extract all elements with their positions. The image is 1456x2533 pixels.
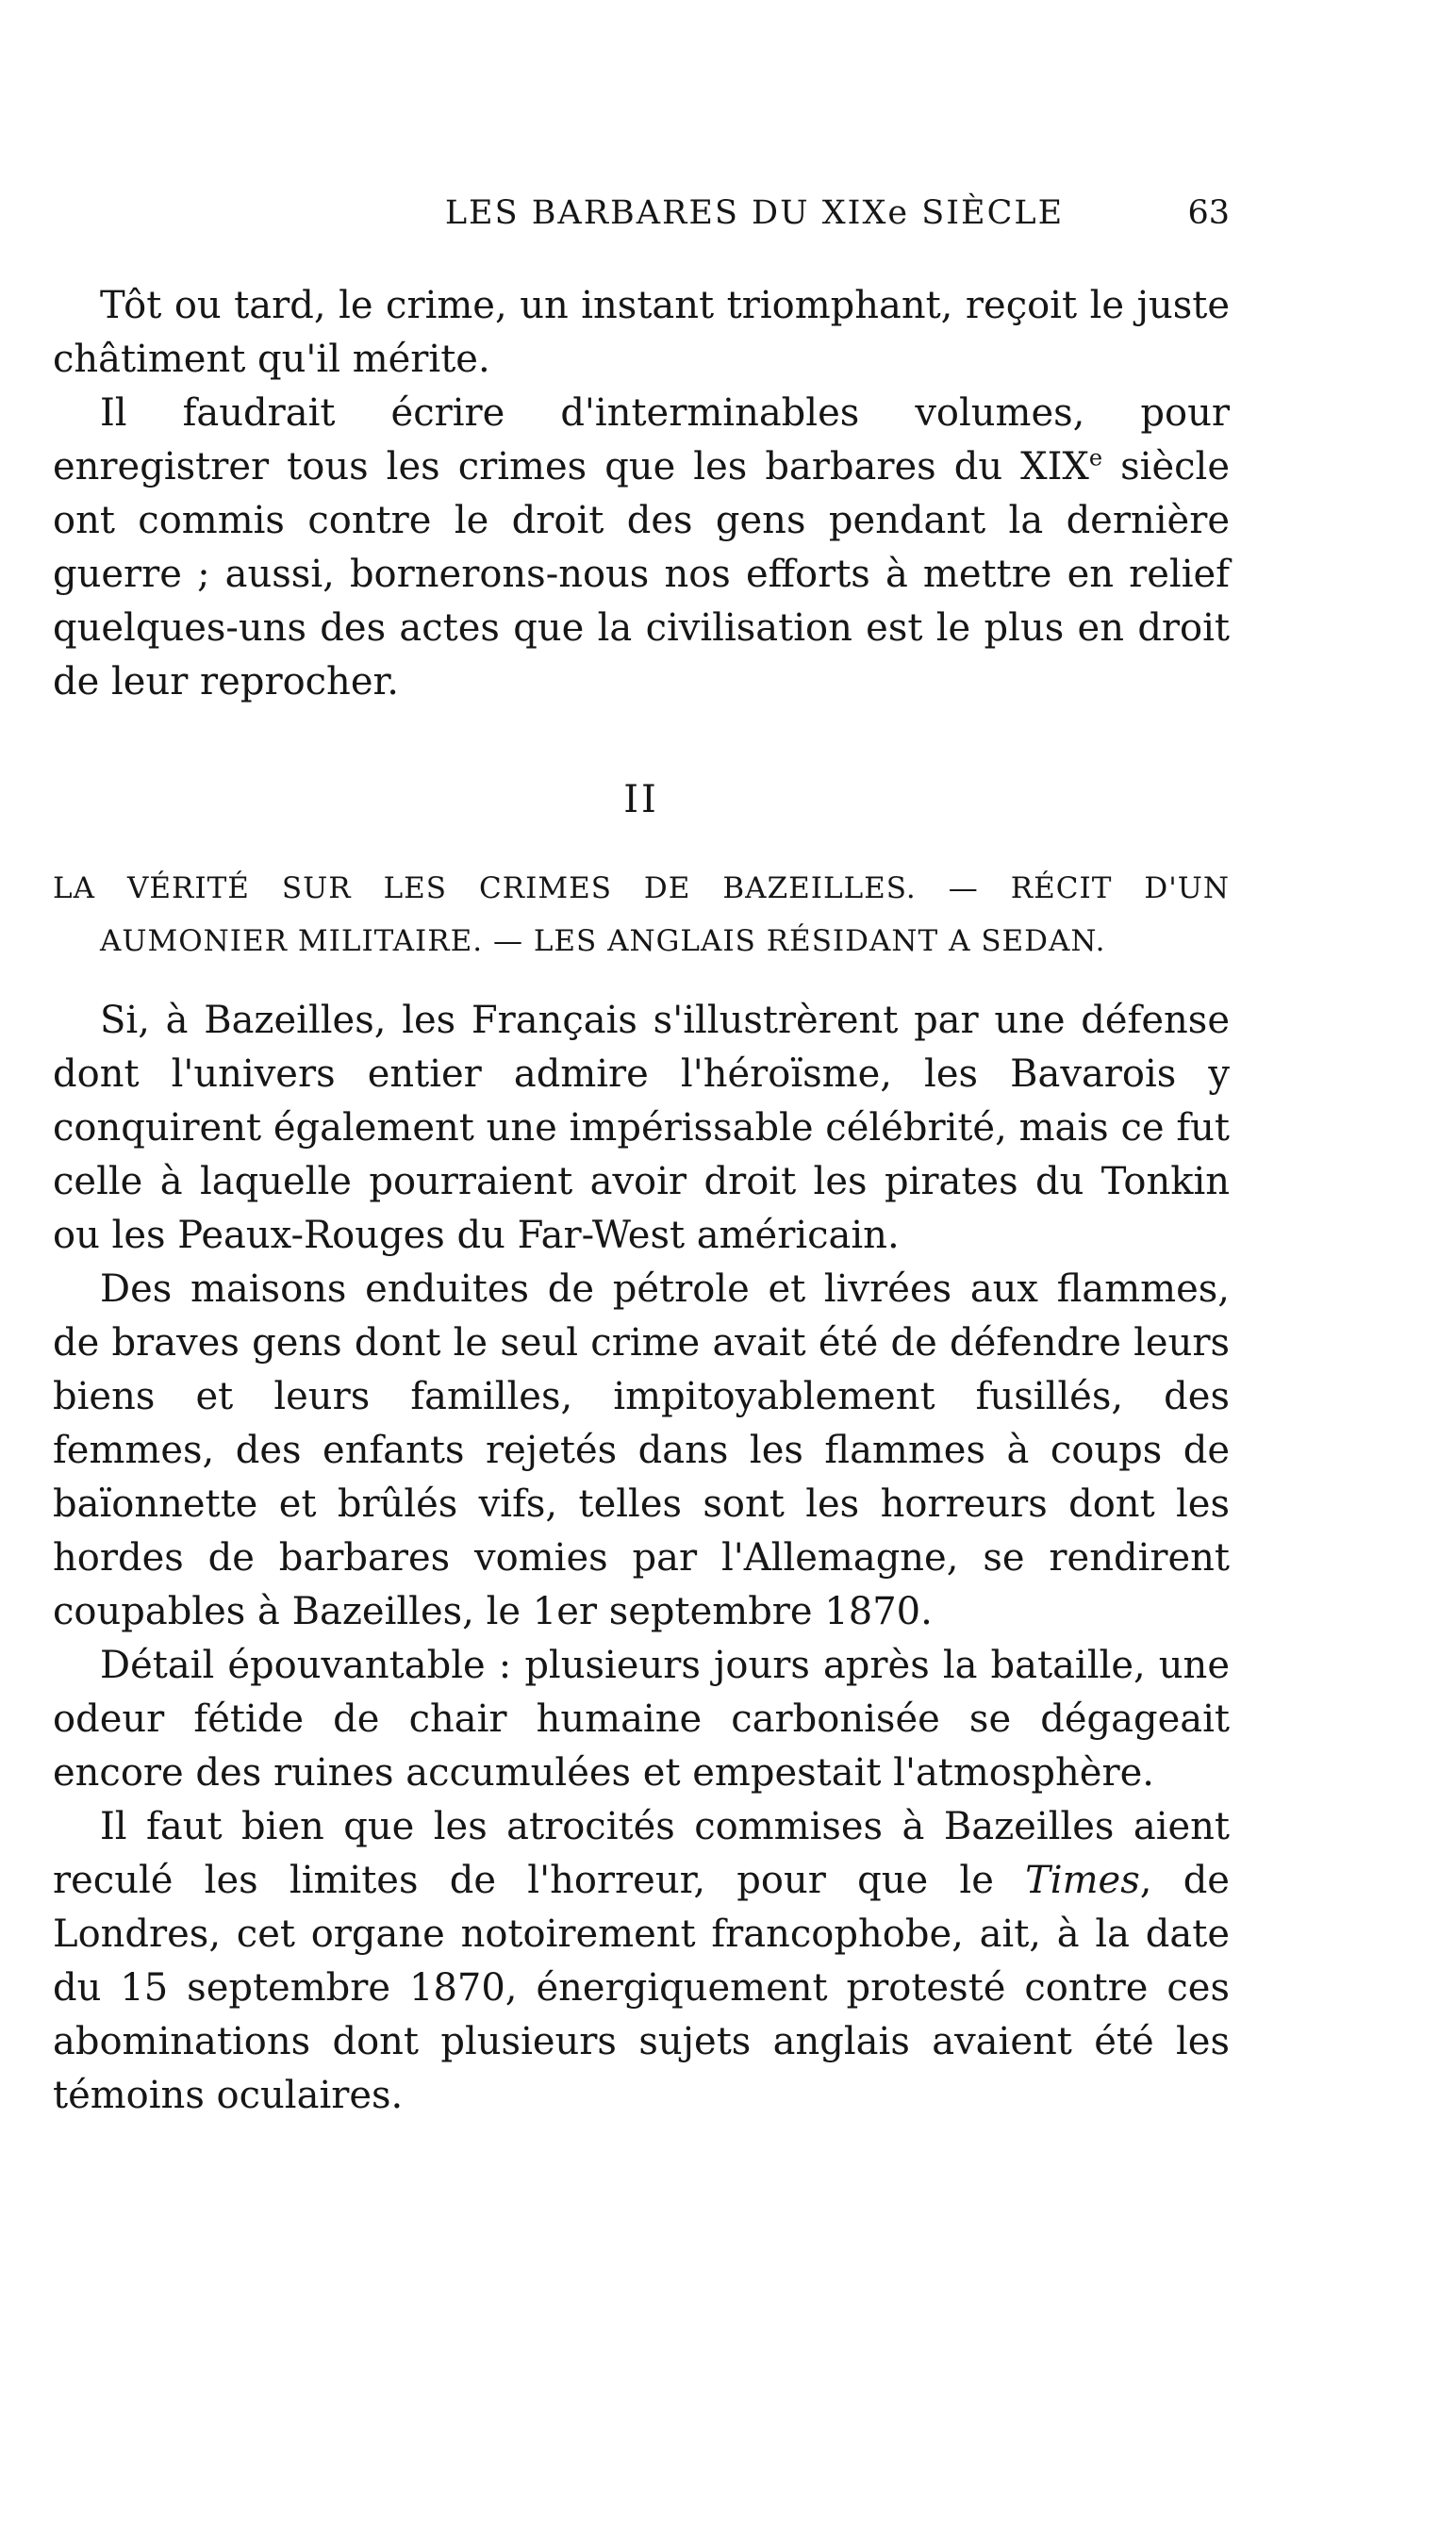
paragraph: Détail épouvantable : plusieurs jours après la bataille, une odeur fétide de chair humaine carbonisée se dégageait encore des ruines accumulées et empestait l'atmosphère.: [53, 1644, 1230, 1795]
page-number: 63: [1187, 194, 1230, 232]
paragraph: [53, 387, 1230, 709]
paragraph-text: , de Londres, cet organe notoirement francophobe, ait, à la date du 15 septembre 1870, énergiquement protesté contre ces abominations dont plusieurs sujets anglais avaient été les témoins oculaires.: [53, 1859, 1230, 2117]
paragraph: Si, à Bazeilles, les Français s'illustrèrent par une défense dont l'univers entier admire l'héroïsme, les Bavarois y conquirent également une impérissable célébrité, mais ce fut celle à laquelle pourraient avoir droit les pirates du Tonkin ou les Peaux-Rouges du Far-West américain.: [53, 999, 1230, 1257]
section-heading-line: LA VÉRITÉ SUR LES CRIMES DE BAZEILLES. — RÉCIT D'UN: [53, 871, 1230, 905]
section-number: II: [623, 778, 659, 821]
section-heading: [53, 862, 1230, 968]
newspaper-title: Times: [1025, 1859, 1140, 1902]
paragraph: [53, 1800, 1230, 2123]
paragraph: Des maisons enduites de pétrole et livrées aux flammes, de braves gens dont le seul crime avait été de défendre leurs biens et leurs familles, impitoyablement fusillés, des femmes, des enfants rejetés dans les flammes à coups de baïonnette et brûlés vifs, telles sont les horreurs dont les hordes de barbares vomies par l'Allemagne, se rendirent coupables à Bazeilles, le 1er septembre 1870.: [53, 1267, 1230, 1633]
text-block-intro: [53, 279, 1230, 709]
running-head: LES BARBARES DU XIXe SIÈCLE: [444, 194, 1065, 232]
paragraph-text: Il faudrait écrire d'interminables volumes, pour enregistrer tous les crimes que les barbares du XIX: [53, 391, 1230, 488]
superscript: e: [1088, 444, 1103, 472]
paragraph-text: siècle ont commis contre le droit des gens pendant la dernière guerre ; aussi, bornerons-nous nos efforts à mettre en relief quelques-uns des actes que la civilisation est le plus en droit de leur reprocher.: [53, 445, 1230, 704]
paragraph-text: Il faut bien que les atrocités commises à Bazeilles aient reculé les limites de l'horreur, pour que le: [53, 1805, 1230, 1902]
text-block-section: [53, 994, 1230, 2123]
paragraph: Tôt ou tard, le crime, un instant triomphant, reçoit le juste châtiment qu'il mérite.: [53, 284, 1230, 381]
section-heading-line: AUMONIER MILITAIRE. — LES ANGLAIS RÉSIDANT A SEDAN.: [100, 924, 1106, 958]
